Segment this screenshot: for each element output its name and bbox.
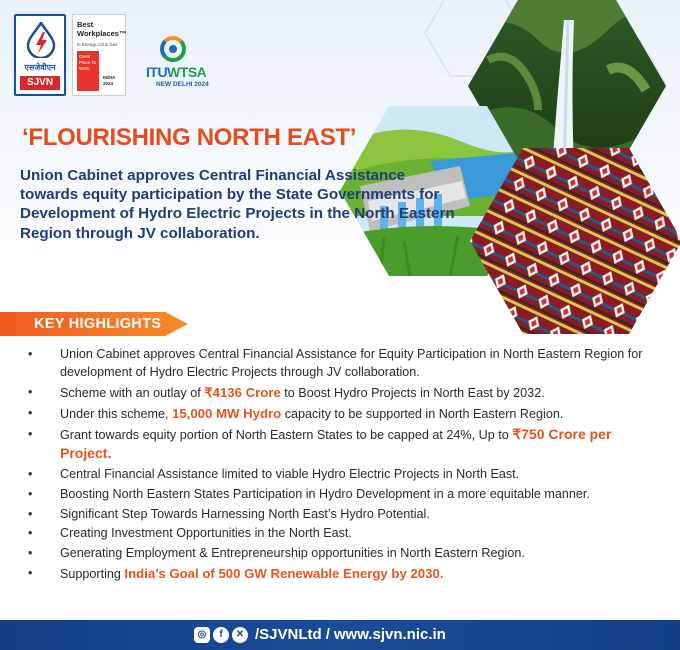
highlight-text: 15,000 MW Hydro xyxy=(172,405,282,421)
list-item: • Under this scheme, 15,000 MW Hydro capacity to be supported in North Eastern Region. xyxy=(28,405,564,421)
traditional-fabric-photo xyxy=(470,148,680,334)
list-item: • Central Financial Assistance limited to viable Hydro Electric Projects in North East. xyxy=(28,466,520,481)
highlight-text: ₹4136 Crore xyxy=(204,384,281,400)
page-title: ‘FLOURISHING NORTH EAST’ xyxy=(22,124,357,151)
list-item: • Scheme with an outlay of ₹4136 Crore to Boost Hydro Projects in North East by 2032. xyxy=(28,384,545,400)
best-workplaces-logo xyxy=(72,14,126,96)
instagram-icon[interactable]: ◎ xyxy=(194,627,210,643)
gptw-badge: Great Place To Work. xyxy=(77,51,99,91)
itu-wtsa-name: ITUWTSA xyxy=(146,64,207,80)
x-icon[interactable]: ✕ xyxy=(232,627,248,643)
list-item: • Grant towards equity portion of North Eastern States to be capped at 24%, Up to ₹750 Crore per Project. xyxy=(28,425,612,461)
highlight-text: ₹750 Crore per Project. xyxy=(60,425,612,461)
website-link[interactable]: www.sjvn.nic.in xyxy=(333,626,446,643)
itu-wtsa-logo xyxy=(140,36,220,92)
social-handle-link[interactable]: /SJVNLtd xyxy=(255,626,322,643)
key-highlights-label: KEY HIGHLIGHTS xyxy=(34,316,162,332)
highlights-list xyxy=(26,346,662,586)
list-item: • Generating Employment & Entrepreneurship opportunities in North Eastern Region. xyxy=(28,546,525,561)
gptw-subtitle: in Energy, Oil & Gas xyxy=(77,42,118,47)
sjvn-name: SJVN xyxy=(20,76,60,90)
list-item: • Union Cabinet approves Central Financial Assistance for Equity Participation in North Eastern Region for development of Hydro Electric Projects through JV collaboration. xyxy=(28,347,643,379)
highlight-text: India’s Goal of 500 GW Renewable Energy by 2030. xyxy=(124,566,444,582)
list-item: • Creating Investment Opportunities in the North East. xyxy=(28,526,352,541)
footer-links xyxy=(255,620,446,650)
list-item: • Significant Step Towards Harnessing North East’s Hydro Potential. xyxy=(28,506,430,521)
itu-wtsa-subtitle: NEW DELHI 2024 xyxy=(156,81,209,88)
itu-emblem-icon xyxy=(160,36,186,62)
gptw-year: INDIA 2024 xyxy=(103,75,116,86)
sjvn-logo xyxy=(14,14,66,96)
sjvn-hindi-name: एसजेवीएन xyxy=(24,63,56,72)
sjvn-drop-icon xyxy=(25,22,57,58)
footer-separator: / xyxy=(325,626,330,643)
list-item: • Supporting India’s Goal of 500 GW Renewable Energy by 2030. xyxy=(28,566,444,582)
intro-paragraph: Union Cabinet approves Central Financial Assistance towards equity participation by the State Governments for Development of Hydro Electric Projects in the North Eastern Region through JV collaboration. xyxy=(20,167,455,242)
footer-bar xyxy=(0,620,680,650)
list-item: • Boosting North Eastern States Participation in Hydro Development in a more equitable manner. xyxy=(28,486,590,501)
gptw-title: Best Workplaces™ xyxy=(77,20,127,38)
facebook-icon[interactable]: f xyxy=(213,627,229,643)
